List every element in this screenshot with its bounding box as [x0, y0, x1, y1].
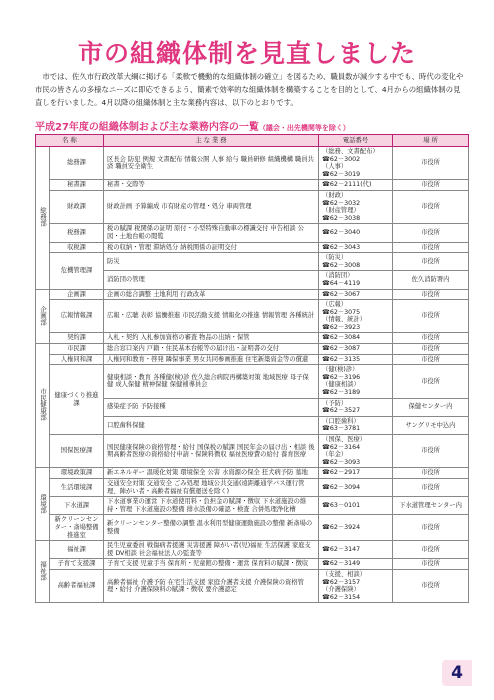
place-cell: 市役所	[393, 190, 469, 223]
department-name	[36, 289, 50, 344]
work-cell: 感染症予防 予防接種	[104, 398, 319, 416]
place-cell: 市役所	[393, 569, 469, 602]
work-cell: 民生児童委員 戦傷病者援護 災害援護 障がい者(児)福祉 生活保護 家庭支援 DV相談 社会福祉法人の監査等	[104, 541, 319, 559]
table-row	[36, 333, 469, 344]
work-cell: 入札・契約 入札参加資格の審査 物品の出納・保管	[104, 333, 319, 344]
intro-paragraph: 市では、佐久市行政改革大綱に掲げる「柔軟で機動的な組織体制の確立」を図るため、職員数が減少する中でも、時代の変化や市民の皆さんの多様なニーズに即応できるよう、簡素で効率的な組織体制を構築することを目的として、4月からの組織体制の見直しを行いました。4月以降の組織体制と主な業務内容は、以下のとおりです。	[35, 72, 464, 107]
section-name: 下水道課	[50, 497, 104, 515]
section-name: 高齢者福祉課	[50, 569, 104, 602]
work-cell: 交通安全対策 交通安全 ごみ処理 地域公共交通(遠距離通学バス運行管理、陣がい者・高齢者福祉有償運送を除く)	[104, 478, 319, 496]
phone-cell: （国保、医療） ☎62－3164 （年金） ☎62－3093	[319, 435, 393, 468]
table-row	[36, 190, 469, 223]
department-name	[36, 468, 50, 541]
work-cell: 高齢者福祉 介護予防 在宅生活支援 家庭介護者支援 介護保険の資格管理・給付 介護保険料の賦課・徴収 要介護認定	[104, 569, 319, 602]
phone-cell: （広報） ☎62－3075 （情報、統計） ☎62－3923	[319, 300, 393, 333]
phone-cell: ☎62－2917	[319, 468, 393, 479]
table-row	[36, 180, 469, 191]
place-cell: 市役所	[393, 242, 469, 253]
table-row	[36, 569, 469, 602]
place-cell: 市役所	[393, 478, 469, 496]
work-cell: 健康相談・教育 各種健(検)診 佐久総合病院再構築対策 地域医療 母子保健 成人保健 精神保健 保健補導員会	[104, 365, 319, 398]
section-name: 広報情報課	[50, 300, 104, 333]
section-name: 市民課	[50, 344, 104, 355]
phone-cell: ☎62－3040	[319, 224, 393, 242]
phone-cell: ☎62－3084	[319, 333, 393, 344]
work-cell: 下水道事業の運営 下水道使用料・負担金の賦課・徴収 下水道施設の維持・管理 下水道施設の整備 排水設備の確認・検査 合併処理浄化槽	[104, 497, 319, 515]
header-work: 主 な 業 務	[104, 135, 319, 147]
work-cell: 人権同和教育・啓発 隣保事業 男女共同参画推進 住宅新築資金等の償還	[104, 354, 319, 365]
section-name: 企画課	[50, 289, 104, 300]
phone-cell: ☎62－3147	[319, 541, 393, 559]
place-cell: 市役所	[393, 468, 469, 479]
phone-cell: ☎62－3135	[319, 354, 393, 365]
work-cell: 総合窓口案内 戸籍・住民基本台帳等の届け出・証明書の交付	[104, 344, 319, 355]
table-row	[36, 224, 469, 242]
work-cell: 国民健康保険の資格管理・給付 国保税の賦課 国民年金の届け出・相談 後期高齢者医療の資格給付申請・保険料徴収 福祉医療費の給付 養育医療	[104, 435, 319, 468]
table-row	[36, 515, 469, 541]
table-row	[36, 300, 469, 333]
section-name: 秘書課	[50, 180, 104, 191]
table-row	[36, 365, 469, 398]
place-cell: 市役所	[393, 289, 469, 300]
place-cell: 市役所	[393, 354, 469, 365]
section-name: 人権同和課	[50, 354, 104, 365]
section-name: 危機管理課	[50, 253, 104, 289]
table-row	[36, 354, 469, 365]
phone-cell: （財政） ☎62－3032 （財産管理） ☎62－3038	[319, 190, 393, 223]
phone-cell: （健(検)診） ☎62－3196 （健康相談） ☎62－3189	[319, 365, 393, 398]
work-cell: 子育て支援 児童手当 保育所・児童館の整備・運営 保育料の賦課・徴収	[104, 559, 319, 570]
phone-cell: ☎62－3924	[319, 515, 393, 541]
table-header-row	[36, 135, 469, 147]
place-cell: 市役所	[393, 365, 469, 398]
department-label: 総務部	[39, 207, 47, 227]
phone-cell: （総務、文書配布） ☎62－3002 （人事） ☎62－3019	[319, 147, 393, 180]
place-cell: 市役所	[393, 559, 469, 570]
place-cell: 市役所	[393, 435, 469, 468]
page-title: 市の組織体制を見直しました	[77, 39, 416, 68]
phone-cell: ☎62－3043	[319, 242, 393, 253]
table-row	[36, 344, 469, 355]
table-heading-main: 平成27年度の組織体制および主な業務内容の一覧	[35, 122, 259, 133]
place-cell: 市役所	[393, 300, 469, 333]
place-cell: 下水道管理センター内	[393, 497, 469, 515]
page-number: 4	[442, 660, 472, 686]
table-row	[36, 253, 469, 271]
section-name: 健康づくり推進課	[50, 365, 104, 435]
place-cell: 市役所	[393, 344, 469, 355]
table-row	[36, 559, 469, 570]
place-cell: 佐久消防署内	[393, 271, 469, 289]
section-name: 税務課	[50, 224, 104, 242]
place-cell: サングリモ中込内	[393, 416, 469, 434]
section-name: 福祉課	[50, 541, 104, 559]
organization-table	[35, 134, 469, 603]
section-name: 収税課	[50, 242, 104, 253]
table-row	[36, 242, 469, 253]
table-row	[36, 541, 469, 559]
section-name: 国保医療課	[50, 435, 104, 468]
department-label: 環境部	[39, 493, 47, 513]
phone-cell: ☎62－3067	[319, 289, 393, 300]
work-cell: 企画の総合調整 土地利用 行政改革	[104, 289, 319, 300]
work-cell: 消防団の管理	[104, 271, 319, 289]
place-cell: 市役所	[393, 224, 469, 242]
department-label: 企画部	[39, 305, 47, 326]
section-name: 財政課	[50, 190, 104, 223]
table-row	[36, 468, 469, 479]
work-cell: 広報・広聴 表彰 協働推進 市民活動支援 情報化の推進 情報管理 各種統計	[104, 300, 319, 333]
table-row	[36, 289, 469, 300]
phone-cell: ☎63－0101	[319, 497, 393, 515]
section-name: 環境政策課	[50, 468, 104, 479]
section-name: 契約課	[50, 333, 104, 344]
table-heading-note: （議会・出先機関等を除く）	[258, 124, 350, 132]
phone-cell: ☎62－3149	[319, 559, 393, 570]
header-name: 名 称	[36, 135, 104, 147]
work-cell: 税の収納・管理 滞納処分 納税関係の証明交付	[104, 242, 319, 253]
phone-cell: （予防） ☎62－3527	[319, 398, 393, 416]
header-place: 場 所	[393, 135, 469, 147]
work-cell: 財政計画 予算編成 市有財産の管理・処分 車両管理	[104, 190, 319, 223]
header-phone: 電話番号	[319, 135, 393, 147]
department-label: 福祉部	[39, 560, 47, 581]
place-cell: 市役所	[393, 333, 469, 344]
phone-cell: ☎62－3087	[319, 344, 393, 355]
organization-table-body	[36, 147, 469, 603]
section-name: 総務課	[50, 147, 104, 180]
phone-cell: （消防団） ☎64－4119	[319, 271, 393, 289]
place-cell: 市役所	[393, 541, 469, 559]
work-cell: 秘書・交際等	[104, 180, 319, 191]
department-name	[36, 541, 50, 603]
table-row	[36, 435, 469, 468]
phone-cell: （防災） ☎62－3008	[319, 253, 393, 271]
work-cell: 区長会 防犯 例規 文書配布 情報公開 人事 給与 職員研修 組織機構 職員共済 職員安全衛生	[104, 147, 319, 180]
place-cell: 市役所	[393, 147, 469, 180]
work-cell: 新エネルギー 温暖化対策 環境保全 公害 水資源の保全 狂犬病予防 墓地	[104, 468, 319, 479]
intro-text	[35, 70, 467, 109]
table-row	[36, 497, 469, 515]
work-cell: 口腔歯科保健	[104, 416, 319, 434]
place-cell: 市役所	[393, 253, 469, 271]
work-cell: 新クリーンセンター整備の調整 温水利用型健康運動施設の整備 新斎場の整備	[104, 515, 319, 541]
place-cell: 市役所	[393, 515, 469, 541]
table-row	[36, 147, 469, 180]
table-heading	[35, 118, 350, 133]
work-cell: 税の賦課 税関係の証明 原付・小型特殊自動車の標識交付 申告相談 公図・土地台帳の閲覧	[104, 224, 319, 242]
department-label: 市民健康部	[39, 388, 47, 421]
work-cell: 防災	[104, 253, 319, 271]
phone-cell: ☎62－3094	[319, 478, 393, 496]
department-name	[36, 147, 50, 290]
table-row	[36, 478, 469, 496]
section-name: 新クリーンセンター・斎場整備推進室	[50, 515, 104, 541]
phone-cell: （口腔歯科） ☎63－3781	[319, 416, 393, 434]
place-cell: 市役所	[393, 180, 469, 191]
department-name	[36, 344, 50, 468]
phone-cell: ☎62－2111(代)	[319, 180, 393, 191]
section-name: 子育て支援課	[50, 559, 104, 570]
section-name: 生活環境課	[50, 478, 104, 496]
phone-cell: （支援、相談） ☎62－3157 （介護保険） ☎62－3154	[319, 569, 393, 602]
place-cell: 保健センター内	[393, 398, 469, 416]
